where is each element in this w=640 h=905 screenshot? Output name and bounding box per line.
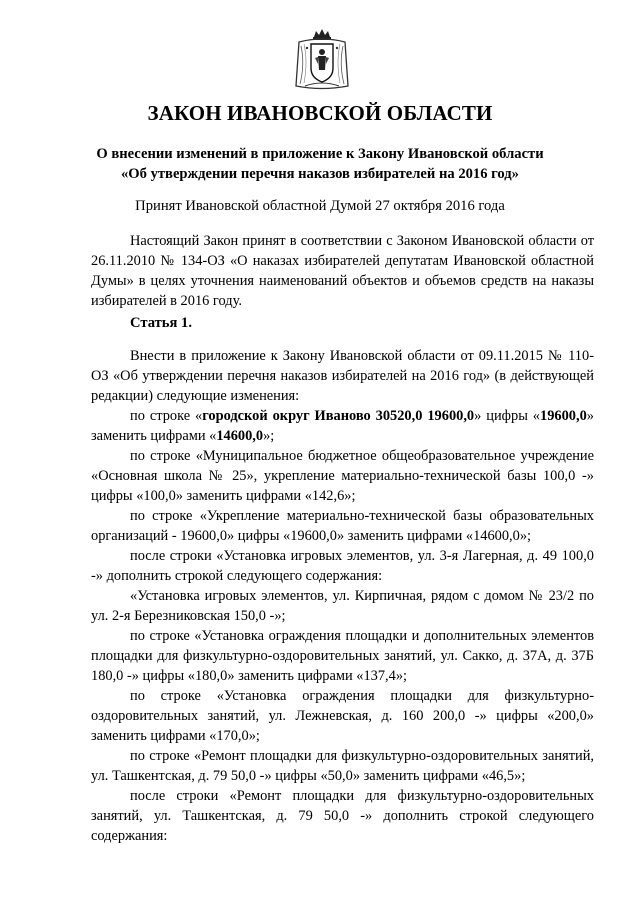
- subtitle-line-2: «Об утверждении перечня наказов избирателей на 2016 год»: [121, 166, 519, 182]
- coat-of-arms-icon: [291, 28, 353, 92]
- article-paragraph-1: Внести в приложение к Закону Ивановской области от 09.11.2015 № 110-ОЗ «Об утверждении перечня наказов избирателей на 2016 год» (в действующей редакции) следующие изменения:: [91, 348, 594, 404]
- law-subtitle: [60, 144, 580, 184]
- law-title: ЗАКОН ИВАНОВСКОЙ ОБЛАСТИ: [147, 101, 493, 125]
- article-heading: Статья 1.: [130, 315, 192, 331]
- bold-span: городской округ Иваново 30520,0 19600,0: [202, 408, 475, 424]
- article-paragraph-3: по строке «Муниципальное бюджетное общеобразовательное учреждение «Основная школа № 25», укрепление материально-технической базы 100,0 -» цифры «100,0» заменить цифрами «142,6»;: [91, 448, 594, 504]
- text-span: по строке «: [130, 408, 203, 424]
- article-paragraph-7: по строке «Установка ограждения площадки и дополнительных элементов площадки для физкультурно-оздоровительных занятий, ул. Сакко, д. 37А, д. 37Б 180,0 -» цифры «180,0» заменить цифрами «137,4»;: [91, 628, 594, 684]
- intro-section: [91, 231, 594, 311]
- article-paragraph-8: по строке «Установка ограждения площадки для физкультурно-оздоровительных занятий, ул. Лежневская, д. 160 200,0 -» цифры «200,0» заменить цифрами «170,0»;: [91, 688, 594, 744]
- text-span: »;: [263, 428, 275, 444]
- article-body: [91, 346, 594, 846]
- adoption-line: Принят Ивановской областной Думой 27 октября 2016 года: [135, 198, 505, 214]
- intro-paragraph: Настоящий Закон принят в соответствии с Законом Ивановской области от 26.11.2010 № 134-ОЗ «О наказах избирателей депутатам Ивановской областной Думы» в целях уточнения наименований объектов и объемов средств на наказы избирателей в 2016 году.: [91, 233, 594, 309]
- article-paragraph-4: по строке «Укрепление материально-технической базы образовательных организаций - 19600,0» цифры «19600,0» заменить цифрами «14600,0»;: [91, 508, 594, 544]
- bold-span: 14600,0: [216, 428, 264, 444]
- article-paragraph-9: по строке «Ремонт площадки для физкультурно-оздоровительных занятий, ул. Ташкентская, д. 79 50,0 -» цифры «50,0» заменить цифрами «46,5»;: [91, 748, 594, 784]
- subtitle-line-1: О внесении изменений в приложение к Закону Ивановской области: [96, 146, 544, 162]
- article-paragraph-6: «Установка игровых элементов, ул. Кирпичная, рядом с домом № 23/2 по ул. 2-я Березниковская 150,0 -»;: [91, 588, 594, 624]
- article-paragraph-10: после строки «Ремонт площадки для физкультурно-оздоровительных занятий, ул. Ташкентская, д. 79 50,0 -» дополнить строкой следующего содержания:: [91, 788, 594, 844]
- article-paragraph-2: [91, 406, 594, 446]
- bold-span: 19600,0: [540, 408, 587, 424]
- text-span: » заменить цифрами «: [91, 408, 594, 444]
- text-span: » цифры «: [474, 408, 541, 424]
- article-paragraph-5: после строки «Установка игровых элементов, ул. 3-я Лагерная, д. 49 100,0 -» дополнить строкой следующего содержания:: [91, 548, 594, 584]
